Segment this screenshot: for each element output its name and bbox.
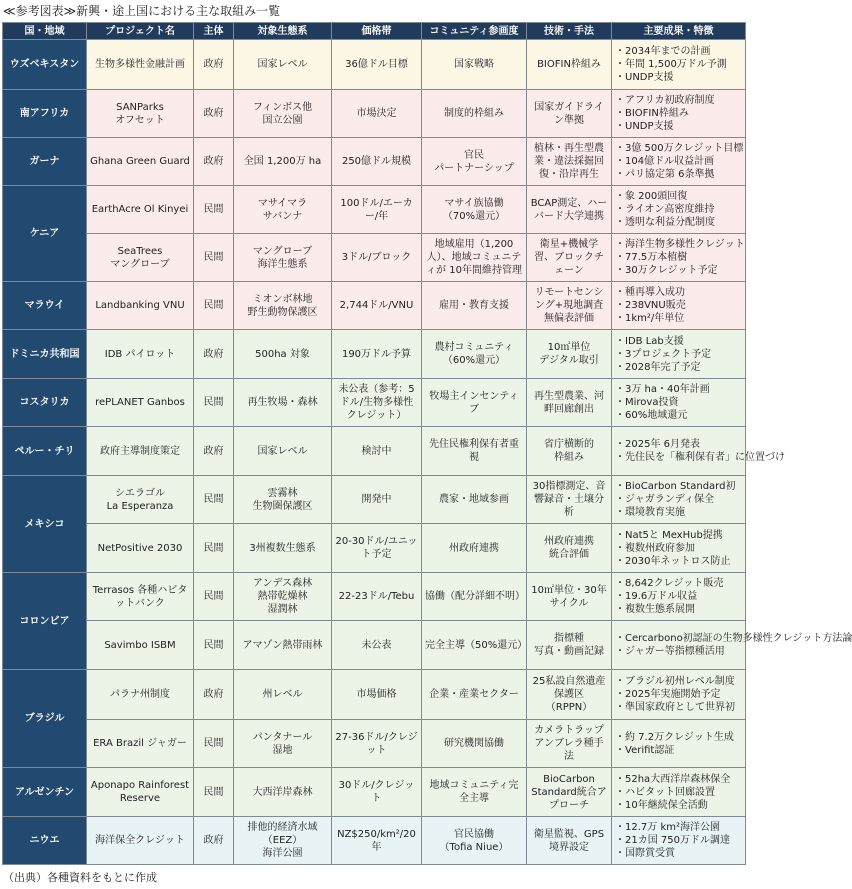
community-cell: マサイ族協働 （70%還元） xyxy=(422,186,527,234)
result-item: ・ブラジル初州レベル制度 xyxy=(615,676,735,687)
tech-cell: BCAP測定、ハーバード大学連携 xyxy=(527,186,612,234)
result-item: ・2025年実施開始予定 xyxy=(615,689,721,700)
header-cell: 国・地域 xyxy=(3,23,87,40)
community-cell: 地域コミュニティ完全主導 xyxy=(422,768,527,817)
ecosystem-cell: 大西洋岸森林 xyxy=(234,768,332,817)
project-cell: Landbanking VNU xyxy=(87,282,194,330)
results-cell xyxy=(612,186,746,234)
results-cell xyxy=(612,90,746,138)
entity-cell: 民間 xyxy=(194,768,234,817)
result-item: ・IDB Lab支援 xyxy=(615,335,684,347)
table-body xyxy=(3,40,852,865)
community-cell: 官民協働 （Tofia Niue） xyxy=(422,817,527,865)
result-item: ・複数生態系展開 xyxy=(615,604,695,615)
ecosystem-cell: 雲霧林 生物圏保護区 xyxy=(234,476,332,524)
results-cell xyxy=(612,573,746,621)
entity-cell: 民間 xyxy=(194,476,234,524)
price-cell: 未公表 xyxy=(332,621,422,670)
community-cell: 官民 パートナーシップ xyxy=(422,138,527,186)
price-cell: 2,744ドル/VNU xyxy=(332,282,422,330)
result-item: ・3プロジェクト予定 xyxy=(615,348,712,360)
ecosystem-cell: フィンボス他 国立公園 xyxy=(234,90,332,138)
price-cell: 市場価格 xyxy=(332,670,422,720)
project-cell: rePLANET Ganbos xyxy=(87,379,194,427)
price-cell: 250億ドル規模 xyxy=(332,138,422,186)
ecosystem-cell: マングローブ 海洋生態系 xyxy=(234,234,332,282)
price-cell: 3ドル/ブロック xyxy=(332,234,422,282)
result-item: ・パリ協定第 6条準拠 xyxy=(615,169,715,180)
country-cell: ドミニカ共和国 xyxy=(3,330,87,379)
table-row xyxy=(3,234,746,282)
table-row xyxy=(3,524,746,573)
result-item: ・UNDP支援 xyxy=(615,72,674,83)
community-cell: 協働（配分詳細不明） xyxy=(422,573,527,621)
ecosystem-cell: 国家レベル xyxy=(234,40,332,90)
ecosystem-cell: アマゾン熱帯雨林 xyxy=(234,621,332,670)
results-cell xyxy=(612,138,746,186)
price-cell: 開発中 xyxy=(332,476,422,524)
entity-cell: 民間 xyxy=(194,186,234,234)
result-item: ・約 7.2万クレジット生成 xyxy=(615,731,734,743)
project-cell: SANParks オフセット xyxy=(87,90,194,138)
entity-cell: 政府 xyxy=(194,90,234,138)
tech-cell: 25私設自然遺産保護区 （RPPN） xyxy=(527,670,612,720)
result-item: ・海洋生物多様性クレジット xyxy=(615,239,745,250)
ecosystem-cell: 州レベル xyxy=(234,670,332,720)
tech-cell: 30指標測定、音響録音・土壌分析 xyxy=(527,476,612,524)
result-item: ・1km²/年単位 xyxy=(615,313,685,324)
project-cell: Ghana Green Guard xyxy=(87,138,194,186)
table-row xyxy=(3,768,746,817)
table-row xyxy=(3,40,746,90)
tech-cell: 国家ガイドライン準拠 xyxy=(527,90,612,138)
entity-cell: 民間 xyxy=(194,379,234,427)
project-cell: Terrasos 各種ハビタットバンク xyxy=(87,573,194,621)
result-item: ・2028年完了予定 xyxy=(615,361,701,373)
price-cell: 22-23ドル/Tebu xyxy=(332,573,422,621)
price-cell: NZ$250/km²/20年 xyxy=(332,817,422,865)
results-cell xyxy=(612,330,746,379)
community-cell: 研究機関協働 xyxy=(422,720,527,768)
tech-cell: 指標種 写真・動画記録 xyxy=(527,621,612,670)
community-cell: 雇用・教育支援 xyxy=(422,282,527,330)
result-item: ・ジャガランディ保全 xyxy=(615,494,714,505)
result-item: ・77.5万本植樹 xyxy=(615,252,688,263)
header-cell: 主要成果・特徴 xyxy=(612,23,746,40)
entity-cell: 政府 xyxy=(194,40,234,90)
ecosystem-cell: パンタナール 湿地 xyxy=(234,720,332,768)
price-cell: 市場決定 xyxy=(332,90,422,138)
result-item: ・種再導入成功 xyxy=(615,287,685,298)
community-cell: 農村コミュニティ （60%還元） xyxy=(422,330,527,379)
header-cell: プロジェクト名 xyxy=(87,23,194,40)
header-cell: 対象生態系 xyxy=(234,23,332,40)
entity-cell: 政府 xyxy=(194,427,234,476)
entity-cell: 民間 xyxy=(194,573,234,621)
table-row xyxy=(3,90,746,138)
results-cell xyxy=(612,670,746,720)
result-item: ・複数州政府参加 xyxy=(615,542,695,554)
community-cell: 農家・地域参画 xyxy=(422,476,527,524)
result-item: ・104億ドル収益計画 xyxy=(615,156,715,167)
result-item: ・12.7万 km²海洋公園 xyxy=(615,822,720,833)
result-item: ・2030年ネットロス防止 xyxy=(615,555,731,567)
community-cell: 企業・産業セクター xyxy=(422,670,527,720)
table-row xyxy=(3,573,746,621)
tech-cell: BioCarbon Standard統合アプローチ xyxy=(527,768,612,817)
table-row xyxy=(3,720,746,768)
source-note: （出典）各種資料をもとに作成 xyxy=(3,871,157,884)
ecosystem-cell: 排他的経済水域 （EEZ） 海洋公園 xyxy=(234,817,332,865)
result-item: ・21カ国 750万ドル調達 xyxy=(615,835,730,846)
entity-cell: 政府 xyxy=(194,138,234,186)
ecosystem-cell: 全国 1,200万 ha xyxy=(234,138,332,186)
country-cell: ブラジル xyxy=(3,670,87,768)
result-item: ・先住民を「権利保有者」に位置づけ xyxy=(615,452,785,463)
result-item: ・ライオン高密度維持 xyxy=(615,204,715,215)
ecosystem-cell: 再生牧場・森林 xyxy=(234,379,332,427)
results-cell xyxy=(612,476,746,524)
result-item: ・環境教育実施 xyxy=(615,507,685,518)
table-row xyxy=(3,330,746,379)
entity-cell: 民間 xyxy=(194,282,234,330)
table-row xyxy=(3,186,746,234)
tech-cell: 再生型農業、河畔回廊創出 xyxy=(527,379,612,427)
result-item: ・透明な利益分配制度 xyxy=(615,217,715,228)
header-cell: 技術・手法 xyxy=(527,23,612,40)
project-cell: パラナ州制度 xyxy=(87,670,194,720)
result-item: ・19.6万ドル収益 xyxy=(615,591,698,602)
project-cell: EarthAcre Ol Kinyei xyxy=(87,186,194,234)
ecosystem-cell: 500ha 対象 xyxy=(234,330,332,379)
result-item: ・国際賞受賞 xyxy=(615,848,675,859)
project-cell: NetPositive 2030 xyxy=(87,524,194,573)
results-cell xyxy=(612,524,746,573)
tech-cell: 衛星監視、GPS境界設定 xyxy=(527,817,612,865)
community-cell: 牧場主インセンティブ xyxy=(422,379,527,427)
results-cell xyxy=(612,40,746,90)
ecosystem-cell: ミオンボ林地 野生動物保護区 xyxy=(234,282,332,330)
entity-cell: 民間 xyxy=(194,621,234,670)
tech-cell: 10㎡単位・30年サイクル xyxy=(527,573,612,621)
entity-cell: 政府 xyxy=(194,670,234,720)
price-cell: 検討中 xyxy=(332,427,422,476)
result-item: ・Verifit認証 xyxy=(615,744,675,756)
result-item: ・2025年 6月発表 xyxy=(615,439,700,450)
result-item: ・ハビタット回廊設置 xyxy=(615,786,715,798)
table-row xyxy=(3,138,746,186)
result-item: ・象 200頭回復 xyxy=(615,191,688,202)
ecosystem-cell: 国家レベル xyxy=(234,427,332,476)
tech-cell: 衛星+機械学習、ブロックチェーン xyxy=(527,234,612,282)
results-cell xyxy=(612,621,852,670)
results-cell xyxy=(612,768,746,817)
community-cell: 先住民権利保有者重視 xyxy=(422,427,527,476)
project-cell: 生物多様性金融計画 xyxy=(87,40,194,90)
result-item: ・10年継続保全活動 xyxy=(615,799,708,811)
ecosystem-cell: アンデス森林 熱帯乾燥林 湿潤林 xyxy=(234,573,332,621)
country-cell: ニウエ xyxy=(3,817,87,865)
result-item: ・BIOFIN枠組み xyxy=(615,108,689,119)
result-item: ・238VNU販売 xyxy=(615,300,686,311)
entity-cell: 政府 xyxy=(194,330,234,379)
initiatives-table xyxy=(2,22,852,865)
tech-cell: 植林・再生型農業・違法採掘回復・沿岸再生 xyxy=(527,138,612,186)
entity-cell: 民間 xyxy=(194,234,234,282)
country-cell: アルゼンチン xyxy=(3,768,87,817)
results-cell xyxy=(612,379,746,427)
community-cell: 完全主導（50%還元） xyxy=(422,621,527,670)
country-cell: ペルー・チリ xyxy=(3,427,87,476)
country-cell: ガーナ xyxy=(3,138,87,186)
result-item: ・年間 1,500万ドル予測 xyxy=(615,59,727,70)
table-header-row xyxy=(3,23,746,40)
header-cell: 主体 xyxy=(194,23,234,40)
tech-cell: 省庁横断的 枠組み xyxy=(527,427,612,476)
price-cell: 190万ドル予算 xyxy=(332,330,422,379)
project-cell: SeaTrees マングローブ xyxy=(87,234,194,282)
project-cell: Aponapo Rainforest Reserve xyxy=(87,768,194,817)
result-item: ・60%地域還元 xyxy=(615,410,688,421)
country-cell: 南アフリカ xyxy=(3,90,87,138)
price-cell: 未公表（参考：5ドル/生物多様性クレジット） xyxy=(332,379,422,427)
result-item: ・3億 500万クレジット目標 xyxy=(615,143,744,154)
community-cell: 地域雇用（1,200人）、地域コミュニティが 10年間維持管理 xyxy=(422,234,527,282)
header-cell: 価格帯 xyxy=(332,23,422,40)
price-cell: 100ドル/エーカー/年 xyxy=(332,186,422,234)
ecosystem-cell: 3州複数生態系 xyxy=(234,524,332,573)
table-row xyxy=(3,379,746,427)
table-row xyxy=(3,282,746,330)
result-item: ・Cercarbono初認証の生物多様性クレジット方法論 xyxy=(615,633,852,644)
table-row xyxy=(3,670,746,720)
result-item: ・Nat5と MexHub提携 xyxy=(615,529,723,541)
tech-cell: リモートセンシング+現地調査 無偏表評価 xyxy=(527,282,612,330)
country-cell: メキシコ xyxy=(3,476,87,573)
country-cell: ウズベキスタン xyxy=(3,40,87,90)
project-cell: Savimbo ISBM xyxy=(87,621,194,670)
table-row xyxy=(3,427,746,476)
project-cell: ERA Brazil ジャガー xyxy=(87,720,194,768)
community-cell: 国家戦略 xyxy=(422,40,527,90)
header-cell: コミュニティ参画度 xyxy=(422,23,527,40)
project-cell: 海洋保全クレジット xyxy=(87,817,194,865)
project-cell: 政府主導制度策定 xyxy=(87,427,194,476)
table-row xyxy=(3,817,746,865)
project-cell: IDB パイロット xyxy=(87,330,194,379)
table-row xyxy=(3,621,746,670)
result-item: ・30万クレジット予定 xyxy=(615,265,718,276)
price-cell: 30ドル/クレジット xyxy=(332,768,422,817)
result-item: ・8,642クレジット販売 xyxy=(615,578,724,589)
country-cell: ケニア xyxy=(3,186,87,282)
results-cell xyxy=(612,817,746,865)
results-cell xyxy=(612,427,785,476)
price-cell: 36億ドル目標 xyxy=(332,40,422,90)
country-cell: コスタリカ xyxy=(3,379,87,427)
tech-cell: BIOFIN枠組み xyxy=(527,40,612,90)
results-cell xyxy=(612,234,746,282)
result-item: ・52ha大西洋岸森林保全 xyxy=(615,773,731,785)
result-item: ・BioCarbon Standard初 xyxy=(615,481,736,492)
community-cell: 制度的枠組み xyxy=(422,90,527,138)
page-title: ≪参考図表≫新興・途上国における主な取組み一覧 xyxy=(3,4,281,18)
result-item: ・ジャガー等指標種活用 xyxy=(615,646,725,657)
results-cell xyxy=(612,720,746,768)
result-item: ・Mirova投資 xyxy=(615,397,679,408)
result-item: ・準国家政府として世界初 xyxy=(615,702,735,713)
tech-cell: 州政府連携 統合評価 xyxy=(527,524,612,573)
tech-cell: 10㎡単位 デジタル取引 xyxy=(527,330,612,379)
entity-cell: 民間 xyxy=(194,524,234,573)
country-cell: マラウイ xyxy=(3,282,87,330)
result-item: ・UNDP支援 xyxy=(615,121,674,132)
country-cell: コロンビア xyxy=(3,573,87,670)
ecosystem-cell: マサイマラ サバンナ xyxy=(234,186,332,234)
table-row xyxy=(3,476,746,524)
entity-cell: 政府 xyxy=(194,817,234,865)
result-item: ・3万 ha・40年計画 xyxy=(615,384,710,395)
price-cell: 20-30ドル/ユニット予定 xyxy=(332,524,422,573)
price-cell: 27-36ドル/クレジット xyxy=(332,720,422,768)
project-cell: シエラゴル La Esperanza xyxy=(87,476,194,524)
result-item: ・2034年までの計画 xyxy=(615,46,711,57)
result-item: ・アフリカ初政府制度 xyxy=(615,95,715,106)
results-cell xyxy=(612,282,746,330)
entity-cell: 民間 xyxy=(194,720,234,768)
community-cell: 州政府連携 xyxy=(422,524,527,573)
tech-cell: カメラトラップ アンブレラ種手法 xyxy=(527,720,612,768)
